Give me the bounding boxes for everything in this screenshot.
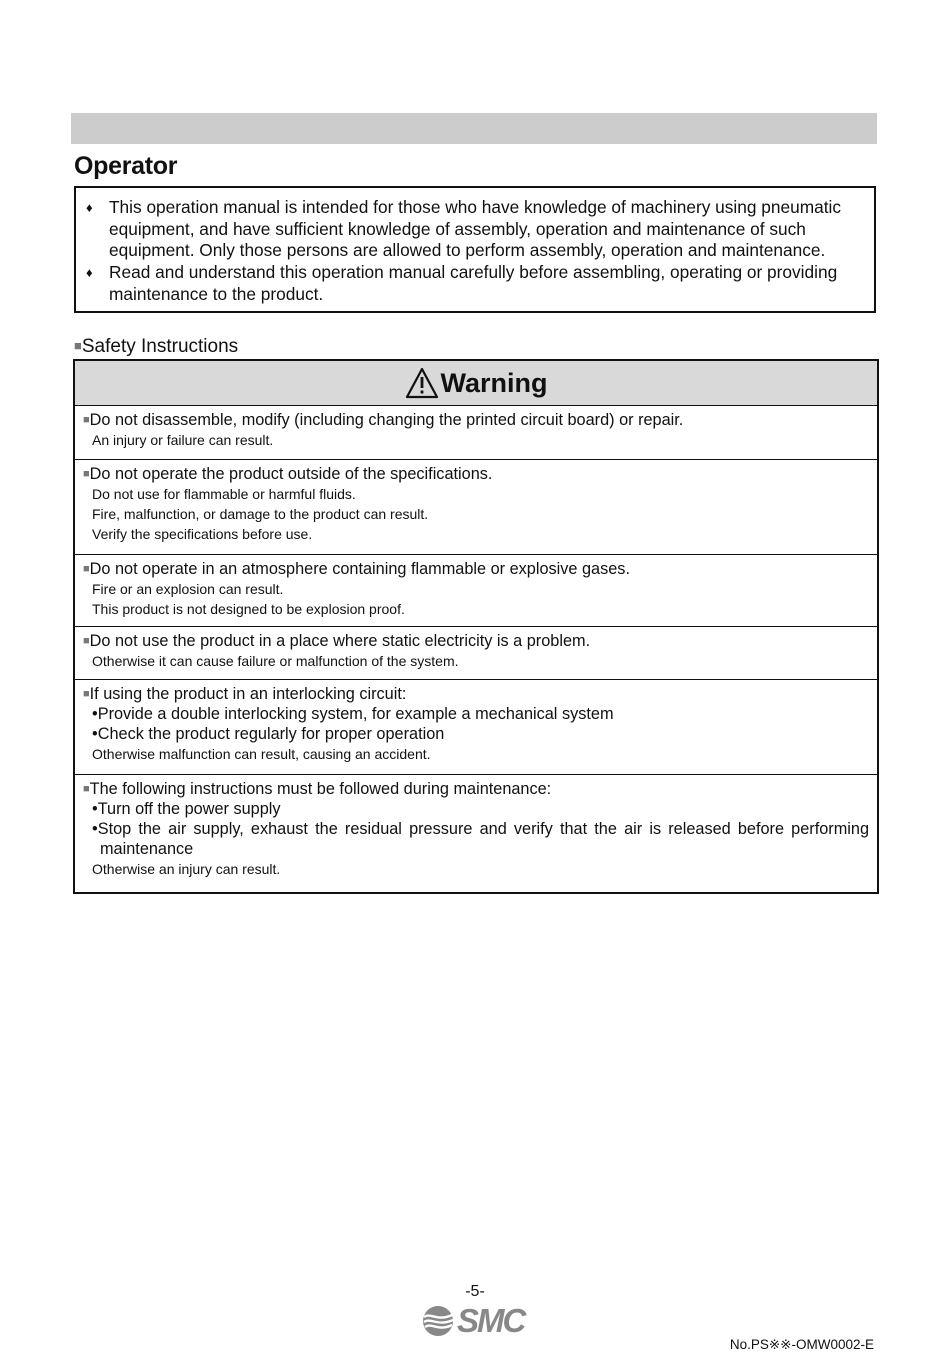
warning-row-title: The following instructions must be followed during maintenance: — [89, 780, 552, 798]
square-bullet-icon: ■ — [83, 563, 90, 575]
page-number: -5- — [465, 1283, 485, 1300]
warning-row-title: Do not operate the product outside of the specifications. — [89, 465, 493, 483]
document-number: No.PS※※-OMW0002-E — [729, 1337, 874, 1352]
warning-row-note: An injury or failure can result. — [92, 432, 274, 448]
square-bullet-icon: ■ — [74, 338, 82, 353]
warning-row — [75, 406, 877, 460]
warning-row-bullet: •Stop the air supply, exhaust the residual pressure and verify that the air is released before performing maintenance — [92, 820, 869, 858]
warning-row — [75, 460, 877, 555]
warning-row-note: This product is not designed to be explosion proof. — [92, 601, 405, 617]
warning-row-note: Otherwise it can cause failure or malfunction of the system. — [92, 653, 459, 669]
warning-header — [75, 361, 877, 406]
warning-row-title: If using the product in an interlocking circuit: — [89, 685, 407, 703]
square-bullet-icon: ■ — [83, 414, 90, 426]
operator-item-text: Read and understand this operation manual carefully before assembling, operating or providing maintenance to the product. — [109, 262, 838, 304]
warning-row — [75, 680, 877, 775]
warning-row-note: Otherwise malfunction can result, causing an accident. — [92, 746, 431, 762]
square-bullet-icon: ■ — [83, 783, 90, 795]
warning-table — [73, 359, 879, 894]
square-bullet-icon: ■ — [83, 635, 90, 647]
warning-row-note: Fire or an explosion can result. — [92, 581, 284, 597]
warning-row-bullet: •Check the product regularly for proper operation — [92, 725, 445, 743]
header-bar — [71, 113, 877, 144]
warning-row-title: Do not operate in an atmosphere containing flammable or explosive gases. — [89, 560, 630, 578]
warning-triangle-icon — [405, 367, 439, 399]
warning-row-note: Otherwise an injury can result. — [92, 861, 281, 877]
diamond-bullet-icon: ♦ — [86, 200, 93, 215]
operator-box — [74, 186, 876, 313]
smc-logo-icon — [421, 1305, 457, 1337]
operator-item-text: This operation manual is intended for those who have knowledge of machinery using pneumatic equipment, and have sufficient knowledge of assembly, operation and maintenance of such equipment. Only those persons are allowed to perform assembly, operation and maintenance. — [109, 197, 842, 261]
operator-item — [86, 197, 868, 262]
warning-row-note: Fire, malfunction, or damage to the product can result. — [92, 506, 429, 522]
warning-row — [75, 775, 877, 892]
warning-row-bullet: •Turn off the power supply — [92, 800, 281, 818]
smc-logo — [421, 1302, 524, 1340]
warning-row-note: Verify the specifications before use. — [92, 526, 313, 542]
warning-row — [75, 627, 877, 680]
warning-row-bullet: •Provide a double interlocking system, for example a mechanical system — [92, 705, 614, 723]
warning-row-title: Do not disassemble, modify (including changing the printed circuit board) or repair. — [89, 411, 684, 429]
operator-item — [86, 262, 868, 305]
diamond-bullet-icon: ♦ — [86, 265, 93, 281]
safety-instructions-label: ■Safety Instructions — [74, 336, 239, 357]
square-bullet-icon: ■ — [83, 688, 90, 700]
warning-title: Warning — [440, 367, 548, 398]
warning-row-title: Do not use the product in a place where static electricity is a problem. — [89, 632, 591, 650]
square-bullet-icon: ■ — [83, 468, 90, 480]
smc-logo-text: SMC — [457, 1302, 525, 1339]
section-title-operator: Operator — [74, 152, 178, 180]
warning-row-note: Do not use for flammable or harmful fluids. — [92, 486, 356, 502]
warning-row — [75, 555, 877, 627]
